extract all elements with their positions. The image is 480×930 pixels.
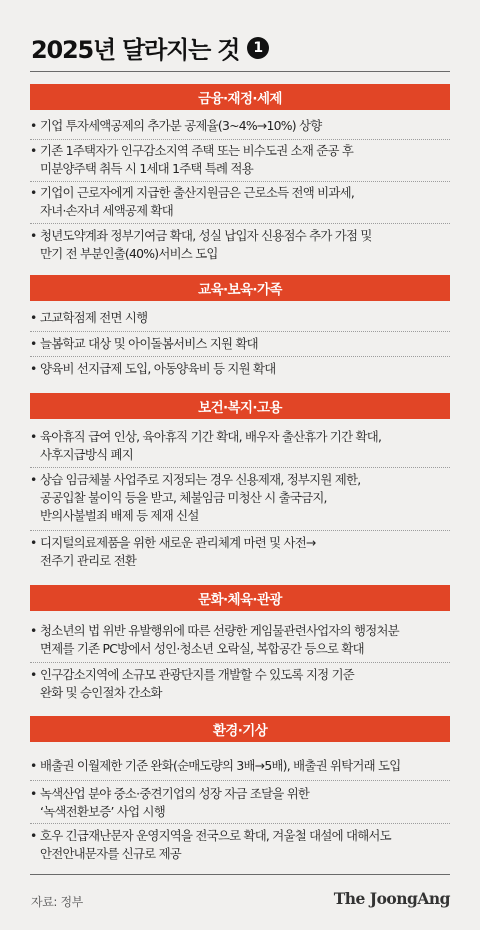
- list-item: [30, 309, 450, 327]
- list-item-text: 육아휴직 급여 인상, 육아휴직 기간 확대, 배우자 출산휴가 기간 확대, 사후지급방식 폐지: [40, 429, 382, 462]
- list-item-text: 인구감소지역에 소규모 관광단지를 개발할 수 있도록 지정 기준 완화 및 승인절차 간소화: [40, 667, 355, 700]
- list-item: [30, 666, 450, 702]
- bullet-icon: •: [30, 118, 37, 133]
- bullet-icon: •: [30, 828, 37, 843]
- list-item-text: 기업이 근로자에게 지급한 출산지원금은 근로소득 전액 비과세, 자녀·손자녀 세액공제 확대: [40, 185, 355, 218]
- source-note: 자료: 정부: [31, 895, 83, 909]
- item-divider: [30, 780, 450, 781]
- list-item-text: 청소년의 법 위반 유발행위에 따른 선량한 게임물관련사업자의 행정처분 면제를 기존 PC방에서 성인·청소년 오락실, 복합공간 등으로 확대: [40, 623, 399, 656]
- bullet-icon: •: [30, 623, 37, 638]
- bullet-icon: •: [30, 535, 37, 550]
- list-item: [30, 428, 450, 464]
- bullet-icon: •: [30, 667, 37, 682]
- bullet-icon: •: [30, 361, 37, 376]
- item-divider: [30, 823, 450, 824]
- list-item: [30, 622, 450, 658]
- brand-logo: The JoongAng: [333, 889, 450, 908]
- section-heading-welfare: 보건·복지·고용: [30, 393, 450, 419]
- list-item: [30, 785, 450, 821]
- bullet-icon: •: [30, 758, 37, 773]
- item-divider: [30, 139, 450, 140]
- list-item-text: 배출권 이월제한 기준 완화(순매도량의 3배→5배), 배출권 위탁거래 도입: [40, 758, 401, 773]
- item-divider: [30, 181, 450, 182]
- section-heading-finance: 금융·재정·세제: [30, 84, 450, 110]
- list-item-text: 디지털의료제품을 위한 새로운 관리체계 마련 및 사전→ 전주기 관리로 전환: [40, 535, 316, 568]
- list-item: [30, 757, 450, 775]
- title-number-badge: 1: [247, 37, 269, 59]
- list-item: [30, 184, 450, 220]
- list-item: [30, 335, 450, 353]
- footer-divider: [30, 874, 450, 875]
- list-item-text: 상습 임금체불 사업주로 지정되는 경우 신용제재, 정부지원 제한, 공공입찰 불이익 등을 받고, 체불임금 미청산 시 출국금지, 반의사불벌죄 배제 등 제재 신설: [40, 472, 361, 523]
- section-heading-education: 교육·보육·가족: [30, 275, 450, 301]
- page-title: 2025년 달라지는 것: [31, 36, 240, 64]
- section-heading-culture: 문화·체육·관광: [30, 585, 450, 611]
- list-item: [30, 142, 450, 178]
- list-item-text: 늘봄학교 대상 및 아이돌봄서비스 지원 확대: [40, 336, 258, 351]
- list-item: [30, 827, 450, 863]
- section-heading-environment: 환경·기상: [30, 716, 450, 742]
- bullet-icon: •: [30, 429, 37, 444]
- list-item: [30, 360, 450, 378]
- list-item-text: 기존 1주택자가 인구감소지역 주택 또는 비수도권 소재 준공 후 미분양주택 취득 시 1세대 1주택 특례 적용: [40, 143, 354, 176]
- list-item: [30, 534, 450, 570]
- list-item-text: 호우 긴급재난문자 운영지역을 전국으로 확대, 겨울철 대설에 대해서도 안전안내문자를 신규로 제공: [40, 828, 391, 861]
- list-item-text: 기업 투자세액공제의 추가분 공제율(3~4%→10%) 상향: [40, 118, 322, 133]
- list-item-text: 양육비 선지급제 도입, 아동양육비 등 지원 확대: [40, 361, 276, 376]
- list-item-text: 청년도약계좌 정부기여금 확대, 성실 납입자 신용점수 추가 가점 및 만기 전 부분인출(40%)서비스 도입: [40, 228, 372, 261]
- title-row: [31, 30, 269, 65]
- bullet-icon: •: [30, 472, 37, 487]
- bullet-icon: •: [30, 786, 37, 801]
- list-item-text: 녹색산업 분야 중소·중견기업의 성장 자금 조달을 위한 ‘녹색전환보증’ 사업 시행: [40, 786, 310, 819]
- item-divider: [30, 530, 450, 531]
- item-divider: [30, 223, 450, 224]
- list-item: [30, 117, 450, 135]
- item-divider: [30, 356, 450, 357]
- list-item: [30, 471, 450, 525]
- bullet-icon: •: [30, 143, 37, 158]
- list-item: [30, 227, 450, 263]
- bullet-icon: •: [30, 310, 37, 325]
- bullet-icon: •: [30, 336, 37, 351]
- title-divider: [30, 71, 450, 72]
- list-item-text: 고교학점제 전면 시행: [40, 310, 148, 325]
- item-divider: [30, 662, 450, 663]
- bullet-icon: •: [30, 185, 37, 200]
- bullet-icon: •: [30, 228, 37, 243]
- item-divider: [30, 467, 450, 468]
- item-divider: [30, 331, 450, 332]
